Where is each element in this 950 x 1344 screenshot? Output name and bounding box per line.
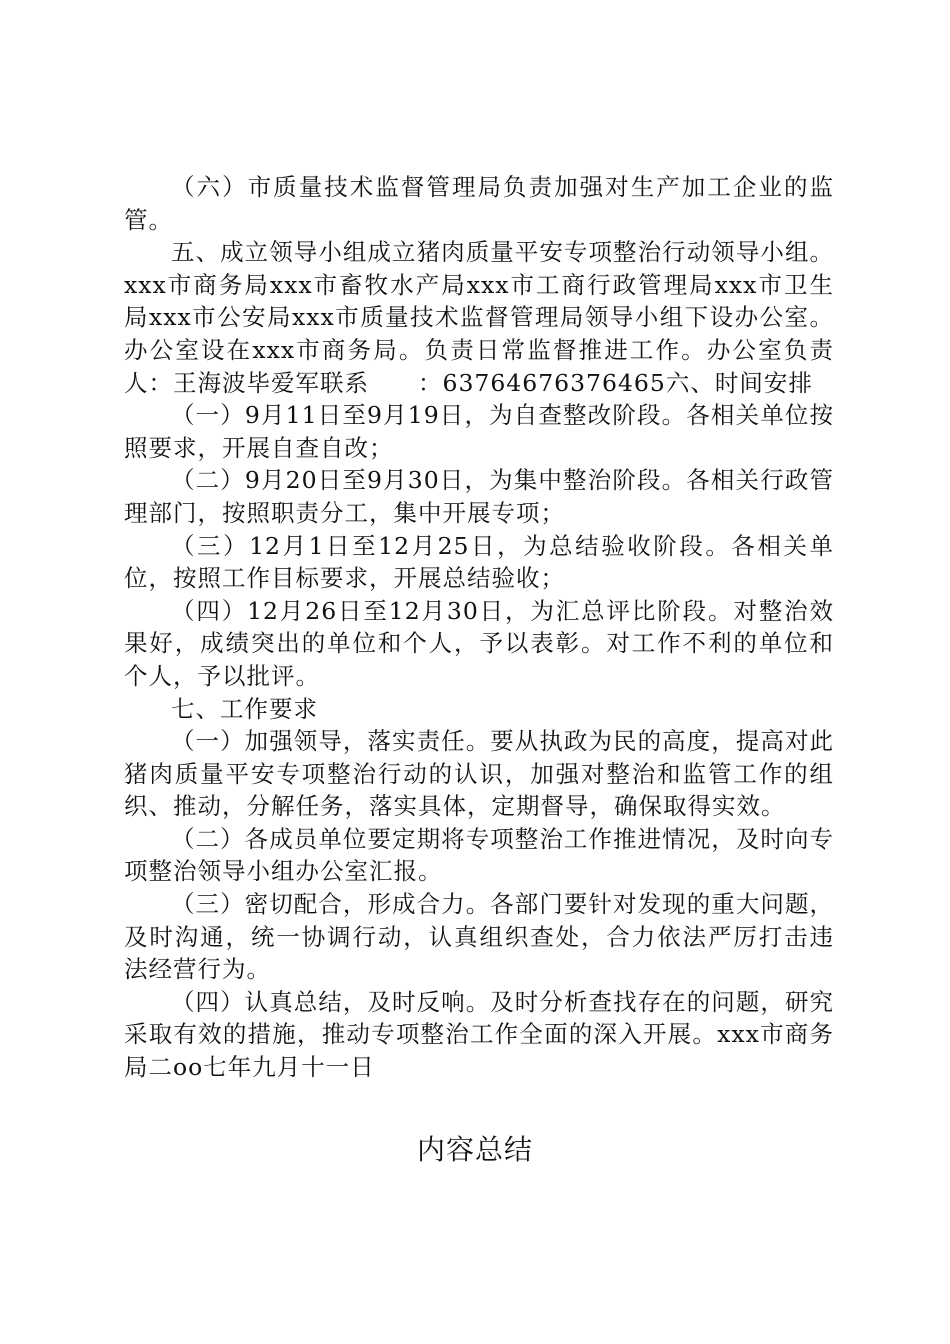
section-heading-requirements: 七、工作要求 <box>171 694 318 723</box>
paragraph-leadership-group: 五、成立领导小组成立猪肉质量平安专项整治行动领导小组。xxx市商务局xxx市畜牧水产局xxx市工商行政管理局xxx市卫生局xxx市公安局xxx市质量技术监督管理局领导小组下设办公室。办公室设在xxx市商务局。负责日常监督推进工作。办公室负责人：王海波毕爱军联系 ：63764676376465六、时间安排 <box>124 238 834 397</box>
paragraph-supervision-bureau: （六）市质量技术监督管理局负责加强对生产加工企业的监管。 <box>124 173 834 234</box>
paragraph-requirement-2: （二）各成员单位要定期将专项整治工作推进情况，及时向专项整治领导小组办公室汇报。 <box>124 824 834 886</box>
paragraph-schedule-4: （四）12月26日至12月30日，为汇总评比阶段。对整治效果好，成绩突出的单位和个人，予以表彰。对工作不利的单位和个人，予以批评。 <box>124 596 834 690</box>
paragraph-requirement-1: （一）加强领导，落实责任。要从执政为民的高度，提高对此猪肉质量平安专项整治行动的认识，加强对整治和监管工作的组织、推动，分解任务，落实具体，定期督导，确保取得实效。 <box>124 727 834 821</box>
paragraph-schedule-3: （三）12月1日至12月25日，为总结验收阶段。各相关单位，按照工作目标要求，开展总结验收； <box>124 531 834 593</box>
paragraph-schedule-1: （一）9月11日至9月19日，为自查整改阶段。各相关单位按照要求，开展自查自改； <box>124 401 834 462</box>
paragraph-requirement-4: （四）认真总结，及时反响。及时分析查找存在的问题，研究采取有效的措施，推动专项整治工作全面的深入开展。xxx市商务局二oo七年九月十一日 <box>124 987 834 1082</box>
body-text <box>124 171 834 1084</box>
summary-title: 内容总结 <box>416 1133 533 1166</box>
paragraph-requirement-3: （三）密切配合，形成合力。各部门要针对发现的重大问题，及时沟通，统一协调行动，认真组织查处，合力依法严厉打击违法经营行为。 <box>124 890 834 984</box>
paragraph-schedule-2: （二）9月20日至9月30日，为集中整治阶段。各相关行政管理部门，按照职责分工，集中开展专项； <box>124 466 834 527</box>
